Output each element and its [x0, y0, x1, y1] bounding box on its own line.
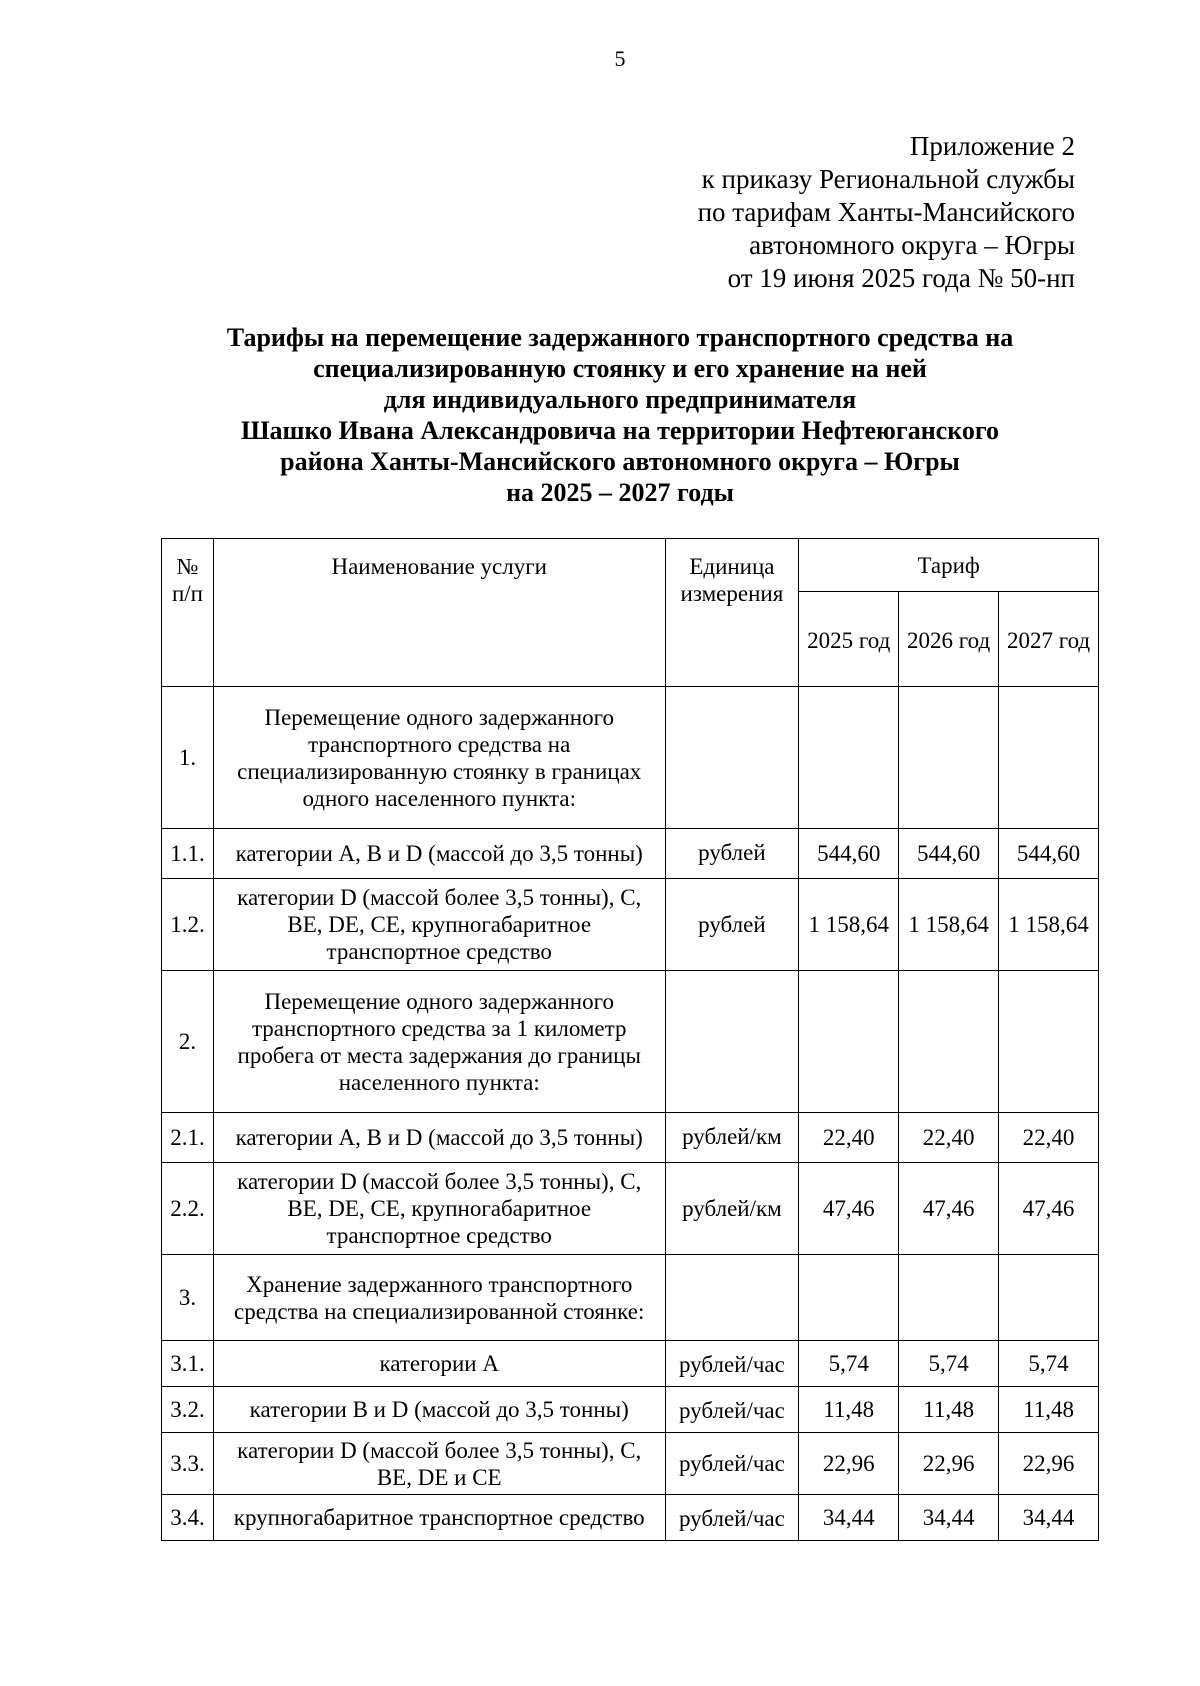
unit-of-measure — [665, 971, 799, 1113]
table-row — [162, 1163, 1099, 1255]
appendix-line: от 19 июня 2025 года № 50-нп — [727, 263, 1075, 293]
tariff-value — [899, 971, 999, 1113]
table-header-row — [162, 539, 1099, 592]
unit-of-measure: рублей — [665, 879, 799, 971]
service-name: категории D (массой более 3,5 тонны), C, BE, DE и CE — [213, 1433, 665, 1495]
tariff-value: 1 158,64 — [799, 879, 899, 971]
tariff-value: 47,46 — [799, 1163, 899, 1255]
row-number: 1.2. — [162, 879, 214, 971]
tariff-value — [899, 1255, 999, 1341]
tariff-value: 11,48 — [899, 1387, 999, 1433]
title-line: Тарифы на перемещение задержанного транспортного средства на — [226, 323, 1014, 352]
row-number: 1.1. — [162, 829, 214, 879]
unit-of-measure: рублей/час — [665, 1387, 799, 1433]
header-num: № п/п — [162, 539, 214, 687]
unit-of-measure — [665, 687, 799, 829]
service-name: Перемещение одного задержанного транспортного средства за 1 километр пробега от места задержания до границы населенного пункта: — [213, 971, 665, 1113]
title-line: для индивидуального предпринимателя — [383, 385, 857, 414]
header-year: 2027 год — [999, 592, 1099, 687]
tariff-value: 34,44 — [799, 1495, 899, 1541]
tariff-value: 5,74 — [999, 1341, 1099, 1387]
tariff-value: 544,60 — [799, 829, 899, 879]
tariff-value: 22,40 — [799, 1113, 899, 1163]
tariff-value: 34,44 — [999, 1495, 1099, 1541]
header-name: Наименование услуги — [213, 539, 665, 687]
row-number: 3.2. — [162, 1387, 214, 1433]
service-name: Хранение задержанного транспортного средства на специализированной стоянке: — [213, 1255, 665, 1341]
unit-of-measure: рублей — [665, 829, 799, 879]
appendix-line: Приложение 2 — [909, 131, 1075, 161]
service-name: категории B и D (массой до 3,5 тонны) — [213, 1387, 665, 1433]
tariff-value — [899, 687, 999, 829]
service-name: категории A — [213, 1341, 665, 1387]
tariff-value — [799, 971, 899, 1113]
tariff-value: 47,46 — [999, 1163, 1099, 1255]
title-line: района Ханты-Мансийского автономного округа – Югры — [280, 447, 960, 476]
table-row — [162, 879, 1099, 971]
title-line: специализированную стоянку и его хранение на ней — [313, 354, 927, 383]
row-number: 2.1. — [162, 1113, 214, 1163]
row-number: 2.2. — [162, 1163, 214, 1255]
table-row — [162, 687, 1099, 829]
header-unit: Единица измерения — [665, 539, 799, 687]
service-name: категории A, B и D (массой до 3,5 тонны) — [213, 829, 665, 879]
table-row — [162, 1433, 1099, 1495]
table-row — [162, 1341, 1099, 1387]
tariff-value: 22,40 — [999, 1113, 1099, 1163]
unit-of-measure: рублей/час — [665, 1433, 799, 1495]
tariff-value — [999, 687, 1099, 829]
page-number: 5 — [614, 46, 626, 71]
appendix-line: к приказу Региональной службы — [701, 164, 1075, 194]
row-number: 1. — [162, 687, 214, 829]
tariff-value: 47,46 — [899, 1163, 999, 1255]
appendix-line: по тарифам Ханты-Мансийского — [697, 197, 1075, 227]
tariff-value: 11,48 — [799, 1387, 899, 1433]
appendix-line: автономного округа – Югры — [749, 230, 1075, 260]
tariff-value: 1 158,64 — [899, 879, 999, 971]
table-row — [162, 1113, 1099, 1163]
service-name: категории D (массой более 3,5 тонны), C, BE, DE, CE, крупногабаритное транспортное средство — [213, 1163, 665, 1255]
unit-of-measure: рублей/км — [665, 1163, 799, 1255]
tariff-table-body — [162, 539, 1099, 1541]
header-year: 2026 год — [899, 592, 999, 687]
unit-of-measure: рублей/час — [665, 1341, 799, 1387]
table-row — [162, 1255, 1099, 1341]
appendix-block — [698, 130, 1075, 295]
tariff-value — [999, 971, 1099, 1113]
tariff-value: 1 158,64 — [999, 879, 1099, 971]
tariff-value: 5,74 — [899, 1341, 999, 1387]
row-number: 3.4. — [162, 1495, 214, 1541]
document-title — [140, 322, 1100, 508]
tariff-value — [999, 1255, 1099, 1341]
header-year: 2025 год — [799, 592, 899, 687]
tariff-value: 34,44 — [899, 1495, 999, 1541]
table-row — [162, 971, 1099, 1113]
table-row — [162, 1387, 1099, 1433]
tariff-value: 22,40 — [899, 1113, 999, 1163]
service-name: крупногабаритное транспортное средство — [213, 1495, 665, 1541]
row-number: 3. — [162, 1255, 214, 1341]
tariff-value — [799, 687, 899, 829]
row-number: 3.1. — [162, 1341, 214, 1387]
service-name: Перемещение одного задержанного транспортного средства на специализированную стоянку в границах одного населенного пункта: — [213, 687, 665, 829]
title-line: на 2025 – 2027 годы — [506, 478, 734, 507]
tariff-value — [799, 1255, 899, 1341]
unit-of-measure: рублей/км — [665, 1113, 799, 1163]
service-name: категории D (массой более 3,5 тонны), C, BE, DE, CE, крупногабаритное транспортное средство — [213, 879, 665, 971]
table-row — [162, 829, 1099, 879]
tariff-value: 5,74 — [799, 1341, 899, 1387]
row-number: 2. — [162, 971, 214, 1113]
table-row — [162, 1495, 1099, 1541]
tariff-value: 544,60 — [999, 829, 1099, 879]
tariff-value: 22,96 — [899, 1433, 999, 1495]
title-line: Шашко Ивана Александровича на территории Нефтеюганского — [240, 416, 1000, 445]
tariff-table — [161, 538, 1099, 1541]
service-name: категории A, B и D (массой до 3,5 тонны) — [213, 1113, 665, 1163]
row-number: 3.3. — [162, 1433, 214, 1495]
header-tariff: Тариф — [799, 539, 1099, 592]
unit-of-measure — [665, 1255, 799, 1341]
tariff-value: 544,60 — [899, 829, 999, 879]
tariff-value: 22,96 — [799, 1433, 899, 1495]
unit-of-measure: рублей/час — [665, 1495, 799, 1541]
tariff-value: 22,96 — [999, 1433, 1099, 1495]
tariff-value: 11,48 — [999, 1387, 1099, 1433]
